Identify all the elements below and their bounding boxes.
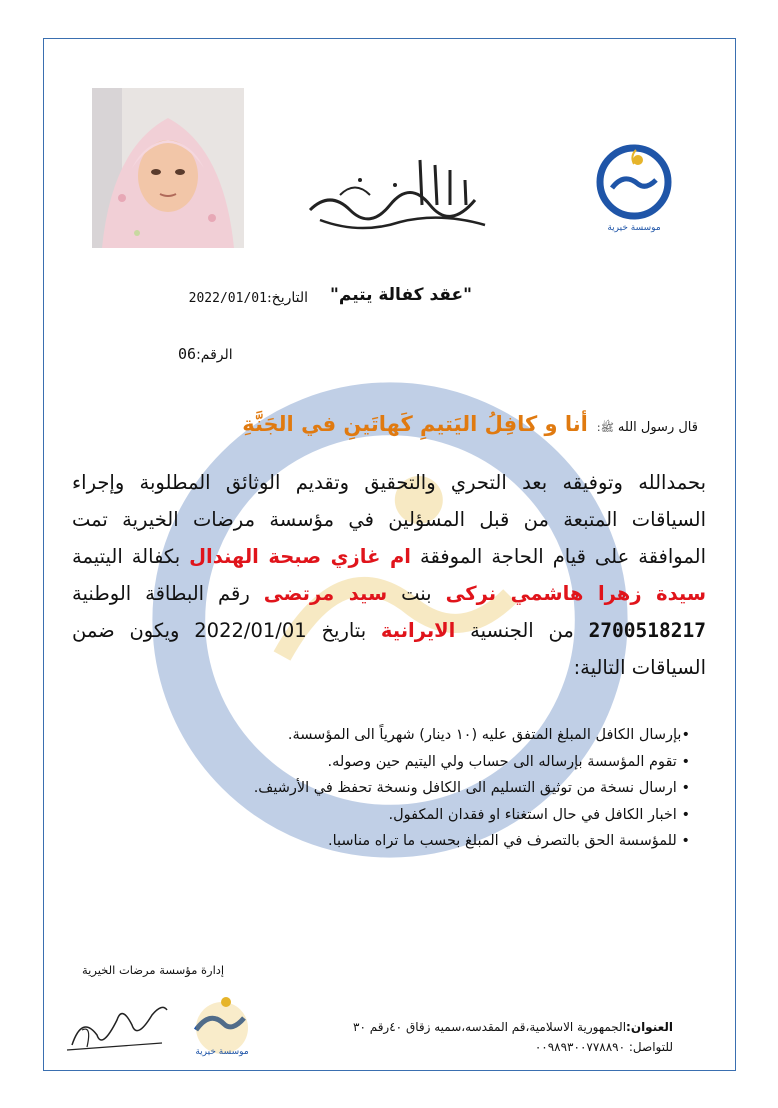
term-item: •بإرسال الكافل المبلغ المتفق عليه (١٠ دينار) شهرياً الى المؤسسة.	[287, 727, 690, 743]
address-value: الجمهورية الاسلامية،قم المقدسه،سميه زقاق ٤٠رقم ٣٠	[353, 1020, 627, 1034]
signature	[62, 995, 172, 1055]
footer-logo	[182, 988, 262, 1058]
date-line	[189, 290, 308, 306]
body-text-6: بتاريخ	[321, 619, 367, 642]
address-label: العنوان:	[626, 1020, 673, 1034]
orphan-photo	[92, 88, 244, 248]
number-line	[148, 345, 233, 363]
orphan-name: سيدة زهرا هاشمي نركى	[445, 582, 707, 605]
body-text-5: من الجنسية	[470, 619, 574, 642]
term-item: • اخبار الكافل في حال استغناء او فقدان المكفول.	[388, 806, 690, 823]
body-text-2: بكفالة اليتيمة	[72, 545, 181, 568]
body-text-3: بنت	[401, 582, 432, 605]
national-id-number: 2700518217	[588, 619, 706, 642]
body-text-4: رقم البطاقة الوطنية	[72, 582, 250, 605]
number-value: 06	[178, 345, 197, 363]
footer-logo-tagline: موسسة خيرية	[195, 1047, 249, 1057]
contact-line	[535, 1040, 673, 1054]
term-item: • ارسال نسخة من توثيق التسليم الى الكافل ونسخة تحفظ في الأرشيف.	[253, 780, 690, 796]
father-name: سيد مرتضى	[263, 582, 388, 605]
date-label: التاريخ:	[266, 290, 308, 306]
saw-honorific-icon: ﷺ:	[596, 421, 614, 434]
hadith-text: أنا و كافِلُ اليَتيمِ كَهاتَينِ في الجَنَّةِ	[242, 412, 588, 436]
hadith-line	[242, 412, 698, 437]
contract-body	[72, 464, 706, 686]
contact-value: ٠٠٩٨٩٣٠٠٧٧٨٨٩٠	[534, 1040, 626, 1054]
term-item: • للمؤسسة الحق بالتصرف في المبلغ بحسب ما تراه مناسبا.	[327, 833, 690, 849]
contact-label: للتواصل:	[628, 1040, 673, 1054]
date-value: 2022/01/01	[188, 291, 267, 306]
hadith-intro: قال رسول الله	[617, 420, 698, 435]
term-item: • تقوم المؤسسة بإرساله الى حساب ولي اليتيم حين وصوله.	[327, 753, 690, 770]
nationality: الايرانية	[380, 619, 456, 642]
body-text-1: بحمدالله وتوفيقه بعد التحري والتحقيق وتقديم الوثائق المطلوبة وإجراء السياقات المتبعة من قبل المسؤلين في مؤسسة مرضات الخيرية تمت الموافقة على قيام الحاجة الموفقة	[72, 471, 707, 568]
foundation-logo	[588, 142, 680, 234]
terms-list	[90, 722, 690, 855]
contract-title: "عقد كفالة يتيم"	[330, 285, 473, 305]
contract-date: 2022/01/01	[194, 619, 307, 642]
number-label: الرقم:	[196, 347, 233, 363]
logo-tagline: موسسة خيرية	[607, 223, 661, 233]
basmala-calligraphy	[300, 150, 500, 240]
sponsor-name: ام غازي صبحة الهندال	[189, 545, 411, 568]
address-line	[353, 1020, 673, 1034]
body-text-7: ويكون ضمن السياقات التالية:	[72, 619, 706, 679]
management-label: إدارة مؤسسة مرضات الخيرية	[82, 963, 225, 977]
